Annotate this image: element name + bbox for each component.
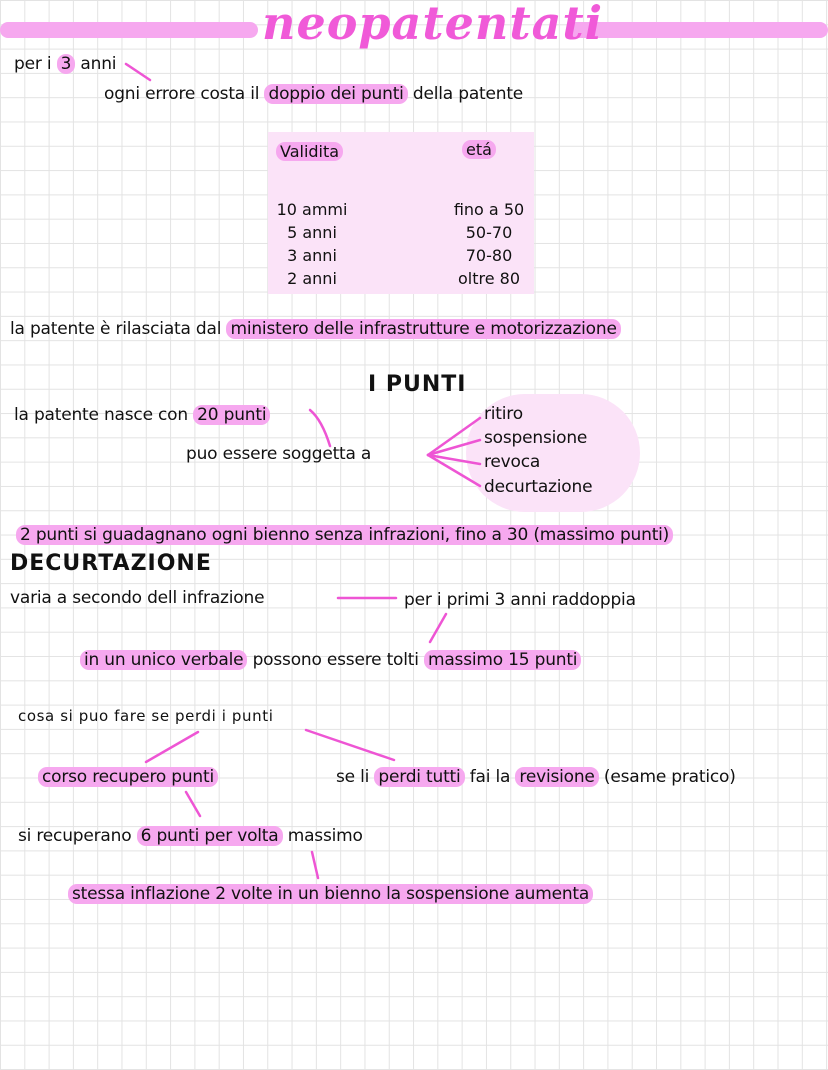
lost-all-highlight: perdi tutti [374,767,464,787]
doubles-line: per i primi 3 anni raddoppia [404,590,636,610]
title-bar-right [566,22,828,38]
ministry-highlight: ministero delle infrastrutture e motorizzazione [226,319,620,339]
course-line [38,767,218,787]
born-with-points: la patente nasce con 20 punti [14,405,270,425]
table-cell-validita: 5 anni [287,223,337,242]
connector-question-lost [306,730,394,760]
connector-doubles-verbale [430,614,446,642]
table-cell-eta: fino a 50 [453,200,525,219]
years-highlight: 3 [57,54,76,74]
double-points-highlight: doppio dei punti [264,84,407,104]
revisione-highlight: revisione [515,767,598,787]
connector-years-error [126,64,150,80]
intro-error: ogni errore costa il doppio dei punti della patente [104,84,524,104]
section-heading-decurtazione: DECURTAZIONE [10,551,212,576]
connector-recover-same [312,852,318,878]
table-cell-eta: 70-80 [465,246,513,265]
option-decurtazione: decurtazione [484,477,593,497]
title-bar-left [0,22,258,38]
points-gain-line [16,525,673,545]
verbale-highlight: in un unico verbale [80,650,247,670]
option-revoca: revoca [484,452,541,472]
connector-question-course [146,732,198,762]
points-gain-highlight: 2 punti si guadagnano ogni bienno senza infrazioni, fino a 30 (massimo punti) [16,525,673,545]
twenty-points-highlight: 20 punti [193,405,270,425]
recovery-question: cosa si puo fare se perdi i punti [18,707,274,725]
lost-all-line: se li perdi tutti fai la revisione (esame pratico) [336,767,736,787]
table-cell-validita: 10 ammi [276,200,348,219]
table-cell-validita: 3 anni [287,246,337,265]
option-sospensione: sospensione [484,428,588,448]
varia-line: varia a secondo dell infrazione [10,588,265,608]
subject-to: puo essere soggetta a [186,444,372,464]
same-infraction-line [68,884,593,904]
page-title: neopatentati [262,0,604,50]
connector-course-recover [186,792,200,816]
verbale-line: in un unico verbale possono essere tolti massimo 15 punti [80,650,581,670]
option-ritiro: ritiro [484,404,523,424]
table-header-eta: etá [462,140,496,159]
max-15-highlight: massimo 15 punti [424,650,581,670]
intro-years: per i 3 anni [14,54,117,74]
ministry-line: la patente è rilasciata dal ministero delle infrastrutture e motorizzazione [10,319,621,339]
table-cell-eta: 50-70 [465,223,513,242]
six-points-highlight: 6 punti per volta [137,826,283,846]
table-cell-eta: oltre 80 [457,269,521,288]
table-header-validita: Validita [276,142,343,161]
recover-line: si recuperano 6 punti per volta massimo [18,826,363,846]
table-cell-validita: 2 anni [287,269,337,288]
same-infraction-highlight: stessa inflazione 2 volte in un bienno la sospensione aumenta [68,884,593,904]
connector-born-subject [310,410,330,446]
section-heading-punti: I PUNTI [368,372,467,397]
course-highlight: corso recupero punti [38,767,218,787]
